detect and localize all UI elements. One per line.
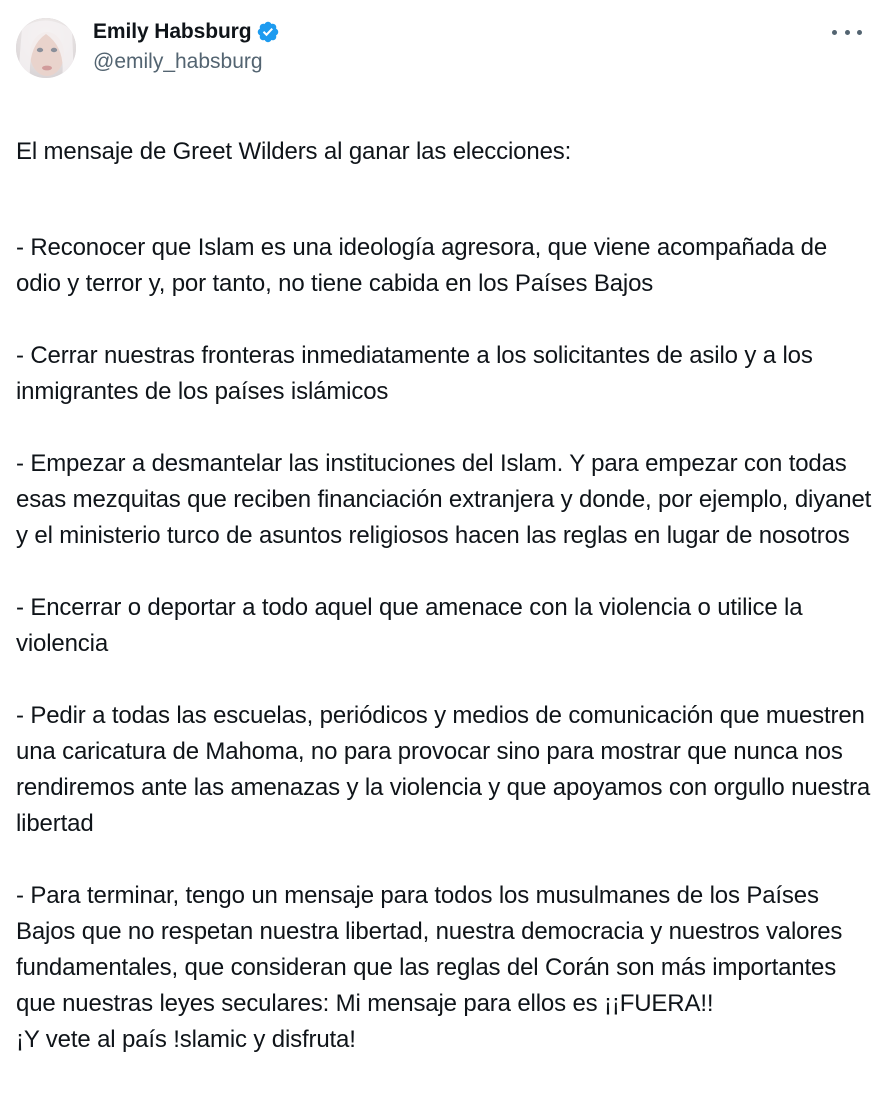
verified-badge-icon (256, 20, 280, 44)
tweet-point: - Pedir a todas las escuelas, periódicos y medios de comunicación que muestren una caricatura de Mahoma, no para provocar sino para mostrar que nunca nos rendiremos ante las amenazas y la violencia y que apoyamos con orgullo nuestra libertad (16, 702, 871, 837)
tweet-text (16, 98, 872, 1058)
tweet-point: - Encerrar o deportar a todo aquel que amenace con la violencia o utilice la violencia (16, 594, 803, 657)
author-names (93, 18, 280, 74)
tweet-header (16, 16, 862, 80)
name-row (93, 18, 280, 46)
avatar[interactable] (16, 18, 76, 78)
intro-text: El mensaje de Greet Wilders al ganar las elecciones: (16, 138, 572, 165)
tweet-point: - Reconocer que Islam es una ideología agresora, que viene acompañada de odio y terror y, por tanto, no tiene cabida en los Países Bajos (16, 234, 828, 297)
tweet-point: - Empezar a desmantelar las instituciones del Islam. Y para empezar con todas esas mezquitas que reciben financiación extranjera y donde, por ejemplo, diyanet y el ministerio turco de asuntos religiosos hacen las reglas en lugar de nosotros (16, 450, 872, 549)
display-name[interactable]: Emily Habsburg (93, 20, 252, 43)
tweet-intro (16, 98, 872, 134)
tweet-point: - Para terminar, tengo un mensaje para todos los musulmanes de los Países Bajos que no respetan nuestra libertad, nuestra democracia y nuestros valores fundamentales, que consideran que las reglas del Corán son más importantes que nuestras leyes seculares: Mi mensaje para ellos es ¡¡FUERA!! (16, 882, 843, 1017)
tweet-closing: ¡Y vete al país !slamic y disfruta! (16, 1026, 356, 1053)
netherlands-flag-icon (16, 105, 46, 126)
handle[interactable]: @emily_habsburg (93, 50, 263, 73)
tweet-point: - Cerrar nuestras fronteras inmediatamente a los solicitantes de asilo y a los inmigrantes de los países islámicos (16, 342, 813, 405)
avatar-image (16, 18, 76, 78)
more-options-icon[interactable] (832, 20, 862, 44)
